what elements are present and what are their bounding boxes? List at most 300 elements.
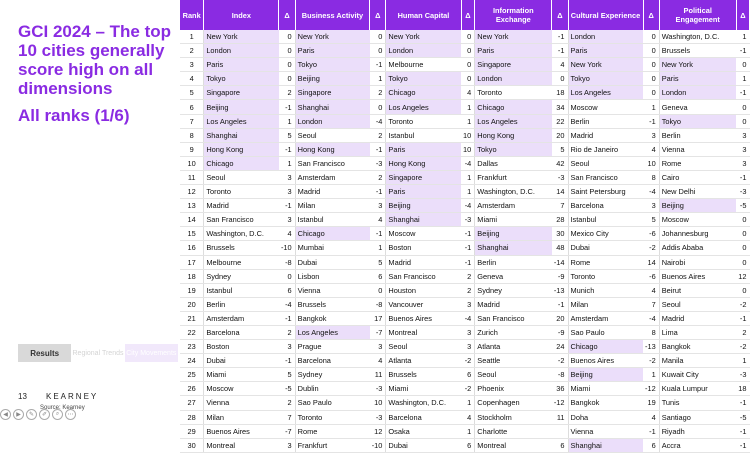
city-cell: Melbourne (204, 255, 279, 269)
table-row (180, 44, 750, 58)
rank-cell: 26 (180, 382, 204, 396)
table-row (180, 297, 750, 311)
table-row (180, 100, 750, 114)
delta-cell: 12 (736, 269, 749, 283)
delta-cell: 0 (643, 44, 659, 58)
city-cell: Chicago (475, 100, 552, 114)
delta-cell: -1 (736, 438, 749, 452)
city-cell: Beijing (386, 199, 461, 213)
table-row (180, 227, 750, 241)
left-panel (0, 0, 180, 424)
city-cell: Tokyo (659, 114, 736, 128)
delta-cell: -1 (736, 311, 749, 325)
delta-cell: 0 (736, 100, 749, 114)
delta-cell: 1 (643, 100, 659, 114)
city-cell: Tokyo (295, 58, 370, 72)
city-cell: Hong Kong (295, 142, 370, 156)
delta-cell: 4 (461, 86, 475, 100)
city-cell: Milan (568, 297, 643, 311)
city-cell: Buenos Aires (659, 269, 736, 283)
city-cell: Doha (568, 410, 643, 424)
delta-cell: 7 (643, 297, 659, 311)
delta-cell: 0 (736, 241, 749, 255)
delta-cell: 1 (461, 396, 475, 410)
delta-cell: 14 (552, 185, 568, 199)
city-cell: Tokyo (568, 72, 643, 86)
table-body (180, 30, 750, 452)
rank-cell: 24 (180, 354, 204, 368)
delta-cell: 0 (643, 30, 659, 44)
delta-cell: 1 (279, 114, 295, 128)
city-cell: New York (204, 30, 279, 44)
city-cell: Sao Paulo (295, 396, 370, 410)
city-cell: Rome (568, 255, 643, 269)
delta-cell: 3 (461, 297, 475, 311)
rank-cell: 22 (180, 325, 204, 339)
delta-cell: -1 (279, 142, 295, 156)
delta-cell: -1 (279, 311, 295, 325)
city-cell: Osaka (386, 424, 461, 438)
delta-cell: -1 (461, 227, 475, 241)
delta-cell: -9 (552, 269, 568, 283)
table-row (180, 283, 750, 297)
delta-cell: 3 (643, 128, 659, 142)
delta-cell: 0 (279, 58, 295, 72)
city-cell: Amsterdam (295, 170, 370, 184)
delta-cell: 1 (461, 114, 475, 128)
city-cell: Sydney (204, 269, 279, 283)
city-cell: Montreal (204, 438, 279, 452)
city-cell: London (475, 72, 552, 86)
delta-cell: -1 (461, 255, 475, 269)
city-cell: Bangkok (568, 396, 643, 410)
city-cell: Buenos Aires (386, 311, 461, 325)
city-cell: London (386, 44, 461, 58)
delta-cell: 0 (736, 213, 749, 227)
col-header: Δ (552, 0, 568, 30)
delta-cell: -5 (736, 410, 749, 424)
delta-cell: 0 (461, 44, 475, 58)
source-note: Source: Kearney (40, 405, 85, 411)
city-cell: Washington, D.C. (659, 30, 736, 44)
city-cell: Hong Kong (204, 142, 279, 156)
city-cell: Milan (295, 199, 370, 213)
delta-cell: 5 (279, 128, 295, 142)
delta-cell: -6 (643, 269, 659, 283)
delta-cell: 4 (370, 213, 386, 227)
col-header: Political Engagement (659, 0, 736, 30)
delta-cell: 1 (461, 170, 475, 184)
city-cell: Prague (295, 340, 370, 354)
city-cell: Miami (386, 382, 461, 396)
delta-cell: 48 (552, 241, 568, 255)
city-cell: Rome (295, 424, 370, 438)
city-cell: Toronto (475, 86, 552, 100)
delta-cell: 0 (461, 58, 475, 72)
col-header: Δ (643, 0, 659, 30)
city-cell: Stockholm (475, 410, 552, 424)
city-cell: Tokyo (204, 72, 279, 86)
tab-bar (18, 344, 178, 362)
more-icon[interactable]: ⋯ (65, 409, 76, 420)
delta-cell: 3 (279, 340, 295, 354)
delta-cell: -8 (279, 255, 295, 269)
city-cell: San Francisco (386, 269, 461, 283)
delta-cell: -10 (279, 241, 295, 255)
rank-cell: 30 (180, 438, 204, 452)
city-cell: Chicago (568, 340, 643, 354)
delta-cell: 3 (370, 340, 386, 354)
city-cell: Madrid (295, 185, 370, 199)
delta-cell: 5 (279, 368, 295, 382)
delta-cell: -8 (370, 297, 386, 311)
draw-icon[interactable]: ✎ (26, 409, 37, 420)
city-cell: Riyadh (659, 424, 736, 438)
city-cell: Shanghai (568, 438, 643, 452)
delta-cell: 0 (279, 30, 295, 44)
delta-cell: -4 (461, 199, 475, 213)
city-cell: Beijing (568, 368, 643, 382)
rank-cell: 3 (180, 58, 204, 72)
rank-cell: 19 (180, 283, 204, 297)
rank-cell: 28 (180, 410, 204, 424)
city-cell: Vienna (204, 396, 279, 410)
city-cell: Paris (386, 185, 461, 199)
city-cell: Paris (659, 72, 736, 86)
city-cell: Seoul (386, 340, 461, 354)
delta-cell: 7 (279, 410, 295, 424)
delta-cell: 30 (552, 227, 568, 241)
city-cell: Barcelona (295, 354, 370, 368)
delta-cell: 0 (552, 72, 568, 86)
city-cell: Beijing (659, 199, 736, 213)
delta-cell: -4 (643, 311, 659, 325)
rank-cell: 27 (180, 396, 204, 410)
city-cell: Rome (659, 156, 736, 170)
col-header: Rank (180, 0, 204, 30)
city-cell: Beirut (659, 283, 736, 297)
slide-subtitle: All ranks (1/6) (18, 106, 130, 125)
col-header: Information Exchange (475, 0, 552, 30)
delta-cell: 1 (643, 368, 659, 382)
rank-cell: 2 (180, 44, 204, 58)
delta-cell: 0 (736, 283, 749, 297)
table-row (180, 438, 750, 452)
city-cell: Paris (295, 44, 370, 58)
city-cell: Berlin (204, 297, 279, 311)
city-cell: Toronto (204, 185, 279, 199)
delta-cell: 6 (370, 269, 386, 283)
delta-cell: -3 (461, 213, 475, 227)
table-header-row (180, 0, 750, 30)
city-cell: Shanghai (204, 128, 279, 142)
city-cell: Melbourne (386, 58, 461, 72)
delta-cell: 22 (552, 114, 568, 128)
city-cell: Los Angeles (386, 100, 461, 114)
city-cell: Moscow (386, 227, 461, 241)
city-cell: Rio de Janeiro (568, 142, 643, 156)
delta-cell: 0 (736, 227, 749, 241)
city-cell: Dubai (204, 354, 279, 368)
delta-cell: 1 (370, 72, 386, 86)
delta-cell: 1 (736, 30, 749, 44)
delta-cell: -1 (736, 170, 749, 184)
city-cell: Seoul (659, 297, 736, 311)
city-cell: Berlin (475, 255, 552, 269)
delta-cell: 2 (370, 170, 386, 184)
delta-cell: 4 (370, 354, 386, 368)
table-row (180, 255, 750, 269)
zoom-icon[interactable]: ⌕ (52, 409, 63, 420)
rank-cell: 25 (180, 368, 204, 382)
city-cell: Lisbon (295, 269, 370, 283)
city-cell: Vienna (568, 424, 643, 438)
delta-cell: 3 (279, 185, 295, 199)
city-cell: Cairo (659, 170, 736, 184)
delta-cell: -3 (370, 382, 386, 396)
delta-cell: 1 (461, 100, 475, 114)
delta-cell: 1 (461, 424, 475, 438)
city-cell: Hong Kong (386, 156, 461, 170)
pen-icon[interactable]: ✐ (39, 409, 50, 420)
delta-cell: 3 (736, 128, 749, 142)
table-row (180, 396, 750, 410)
city-cell: New York (295, 30, 370, 44)
delta-cell: 10 (461, 142, 475, 156)
delta-cell: 0 (279, 44, 295, 58)
delta-cell: 0 (643, 58, 659, 72)
city-cell: Frankfurt (475, 170, 552, 184)
rank-cell: 29 (180, 424, 204, 438)
table-row (180, 213, 750, 227)
tab-regional-trends[interactable]: Regional Trends (72, 349, 124, 357)
rank-cell: 16 (180, 241, 204, 255)
tab-city-movements[interactable]: City Movements (125, 344, 178, 362)
city-cell: Brussels (295, 297, 370, 311)
rank-cell: 6 (180, 100, 204, 114)
delta-cell: -7 (370, 325, 386, 339)
city-cell: Paris (386, 142, 461, 156)
city-cell: Barcelona (386, 410, 461, 424)
delta-cell: -12 (552, 396, 568, 410)
delta-cell: 17 (370, 311, 386, 325)
rank-cell: 23 (180, 340, 204, 354)
table-row (180, 30, 750, 44)
city-cell: Saint Petersburg (568, 185, 643, 199)
delta-cell: 11 (370, 368, 386, 382)
delta-cell: 2 (461, 269, 475, 283)
table-row (180, 185, 750, 199)
rank-cell: 1 (180, 30, 204, 44)
city-cell: Toronto (295, 410, 370, 424)
delta-cell: -3 (552, 170, 568, 184)
delta-cell: -1 (552, 44, 568, 58)
city-cell: Dubai (386, 438, 461, 452)
delta-cell: -7 (279, 424, 295, 438)
delta-cell: -2 (736, 297, 749, 311)
delta-cell: -1 (279, 199, 295, 213)
rank-cell: 17 (180, 255, 204, 269)
col-header: Human Capital (386, 0, 461, 30)
delta-cell: 1 (736, 354, 749, 368)
col-header: Δ (279, 0, 295, 30)
table-row (180, 340, 750, 354)
city-cell: Washington, D.C. (204, 227, 279, 241)
city-cell: Seattle (475, 354, 552, 368)
city-cell: Buenos Aires (204, 424, 279, 438)
rank-cell: 11 (180, 170, 204, 184)
delta-cell: 3 (279, 213, 295, 227)
city-cell: Moscow (204, 382, 279, 396)
city-cell: Frankfurt (295, 438, 370, 452)
delta-cell: 1 (279, 156, 295, 170)
col-header: Δ (461, 0, 475, 30)
delta-cell: 0 (370, 100, 386, 114)
city-cell: Paris (204, 58, 279, 72)
slide-title: GCI 2024 – The top 10 cities generally score high on all dimensions (18, 22, 172, 98)
city-cell: Seoul (568, 156, 643, 170)
delta-cell: -2 (461, 354, 475, 368)
delta-cell: 0 (643, 72, 659, 86)
city-cell: Geneva (659, 100, 736, 114)
delta-cell: 5 (643, 213, 659, 227)
city-cell: Berlin (568, 114, 643, 128)
delta-cell: -4 (279, 297, 295, 311)
delta-cell: -1 (370, 58, 386, 72)
table-row (180, 58, 750, 72)
city-cell: Charlotte (475, 424, 552, 438)
city-cell: Miami (568, 382, 643, 396)
city-cell: Los Angeles (204, 114, 279, 128)
city-cell: Amsterdam (204, 311, 279, 325)
city-cell: Berlin (659, 128, 736, 142)
city-cell: Zurich (475, 325, 552, 339)
city-cell: Beijing (295, 72, 370, 86)
city-cell: New York (659, 58, 736, 72)
delta-cell: -2 (736, 340, 749, 354)
rank-cell: 5 (180, 86, 204, 100)
delta-cell: -1 (643, 424, 659, 438)
delta-cell: -1 (279, 100, 295, 114)
city-cell: Amsterdam (568, 311, 643, 325)
delta-cell: 10 (643, 156, 659, 170)
delta-cell: -12 (643, 382, 659, 396)
delta-cell: 0 (736, 58, 749, 72)
city-cell: Moscow (568, 100, 643, 114)
delta-cell: 10 (461, 128, 475, 142)
prev-icon[interactable]: ◀ (0, 409, 11, 420)
city-cell: Vienna (659, 142, 736, 156)
delta-cell: -1 (643, 114, 659, 128)
city-cell: Shanghai (386, 213, 461, 227)
city-cell: Washington, D.C. (386, 396, 461, 410)
city-cell: Beijing (475, 227, 552, 241)
col-header: Index (204, 0, 279, 30)
delta-cell: 3 (736, 156, 749, 170)
table-row (180, 325, 750, 339)
table-row (180, 410, 750, 424)
col-header: Δ (370, 0, 386, 30)
city-cell: Kuwait City (659, 368, 736, 382)
delta-cell: 1 (370, 241, 386, 255)
delta-cell: 14 (643, 255, 659, 269)
city-cell: Seoul (204, 170, 279, 184)
delta-cell: 34 (552, 100, 568, 114)
city-cell: San Francisco (295, 156, 370, 170)
delta-cell: 6 (552, 438, 568, 452)
delta-cell: 4 (643, 410, 659, 424)
city-cell: Barcelona (568, 199, 643, 213)
city-cell: Istanbul (386, 128, 461, 142)
city-cell: Boston (386, 241, 461, 255)
city-cell: Madrid (475, 297, 552, 311)
city-cell: London (295, 114, 370, 128)
city-cell: Chicago (386, 86, 461, 100)
city-cell: Dallas (475, 156, 552, 170)
city-cell: Manila (659, 354, 736, 368)
tab-results[interactable]: Results (18, 344, 71, 362)
delta-cell: 0 (370, 283, 386, 297)
city-cell: Los Angeles (295, 325, 370, 339)
delta-cell: -14 (552, 255, 568, 269)
delta-cell: 6 (279, 283, 295, 297)
city-cell: Phoenix (475, 382, 552, 396)
city-cell: Madrid (204, 199, 279, 213)
delta-cell: 0 (279, 72, 295, 86)
city-cell: Copenhagen (475, 396, 552, 410)
delta-cell: -1 (370, 227, 386, 241)
city-cell: Toronto (386, 114, 461, 128)
city-cell: Geneva (475, 269, 552, 283)
city-cell: Brussels (659, 44, 736, 58)
delta-cell: -4 (461, 156, 475, 170)
delta-cell: -1 (736, 86, 749, 100)
delta-cell: 4 (552, 58, 568, 72)
city-cell: Amsterdam (475, 199, 552, 213)
delta-cell: 6 (461, 368, 475, 382)
delta-cell: 8 (643, 170, 659, 184)
next-icon[interactable]: ▶ (13, 409, 24, 420)
delta-cell: -13 (643, 340, 659, 354)
city-cell: Tunis (659, 396, 736, 410)
rank-cell: 21 (180, 311, 204, 325)
city-cell: Bangkok (659, 340, 736, 354)
city-cell: Los Angeles (568, 86, 643, 100)
city-cell: Paris (475, 44, 552, 58)
delta-cell (552, 424, 568, 438)
city-cell: Istanbul (204, 283, 279, 297)
city-cell: Houston (386, 283, 461, 297)
city-cell: Istanbul (568, 213, 643, 227)
delta-cell: -4 (461, 311, 475, 325)
delta-cell: 2 (279, 86, 295, 100)
city-cell: Atlanta (475, 340, 552, 354)
table-row (180, 354, 750, 368)
city-cell: Singapore (475, 58, 552, 72)
delta-cell: 4 (643, 283, 659, 297)
delta-cell: -5 (736, 199, 749, 213)
city-cell: Chicago (204, 156, 279, 170)
delta-cell: 1 (736, 72, 749, 86)
city-cell: Shanghai (475, 241, 552, 255)
rank-cell: 4 (180, 72, 204, 86)
city-cell: Tokyo (475, 142, 552, 156)
city-cell: Milan (204, 410, 279, 424)
delta-cell: -1 (736, 424, 749, 438)
delta-cell: 2 (736, 325, 749, 339)
rank-cell: 8 (180, 128, 204, 142)
city-cell: Washington, D.C. (475, 185, 552, 199)
